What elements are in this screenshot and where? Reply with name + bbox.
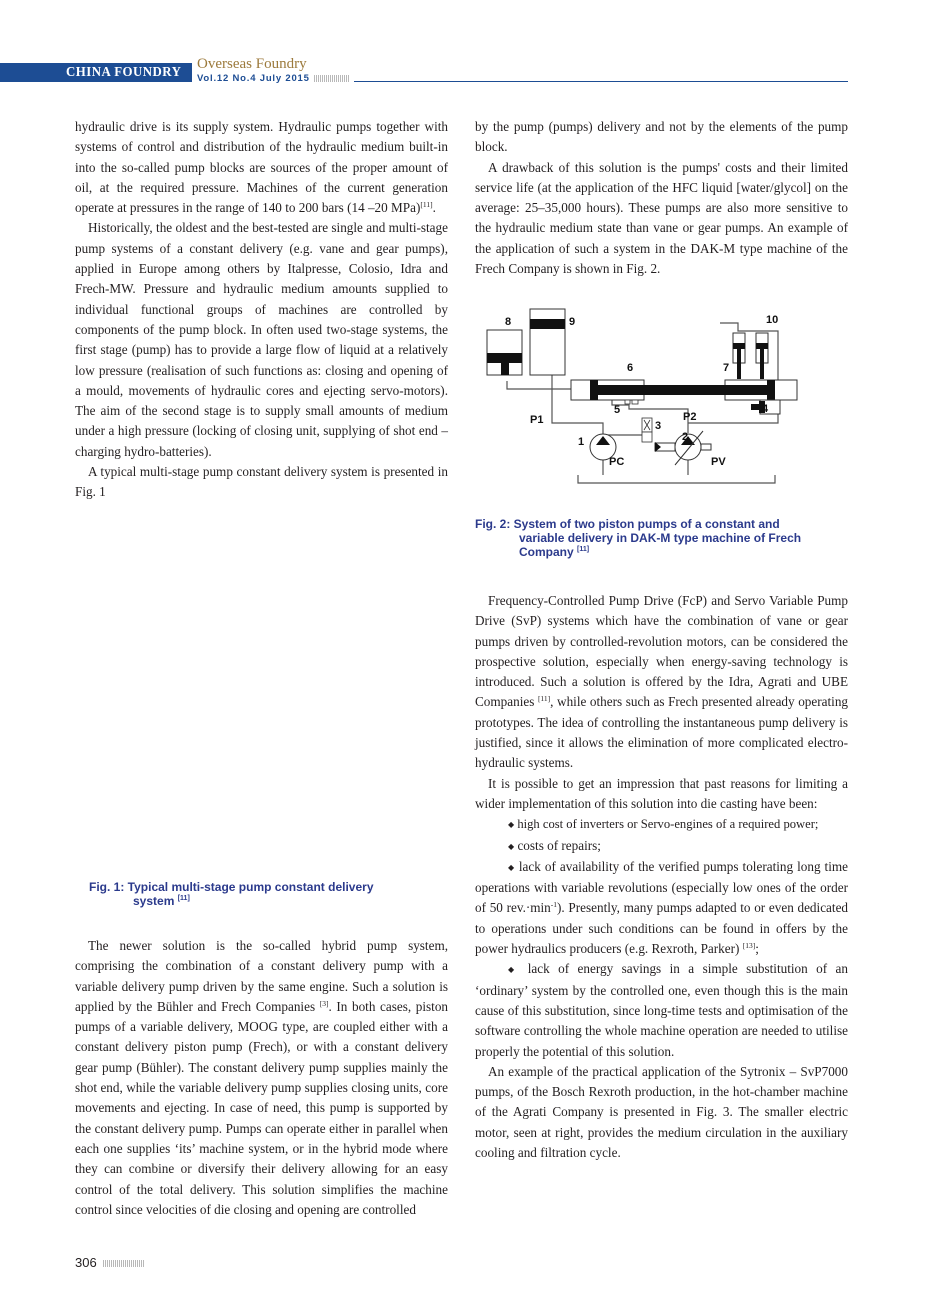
figure-1-caption: Fig. 1: Typical multi-stage pump constant delivery system [11] [89, 880, 374, 908]
diagram-label-1: 1 [578, 436, 585, 448]
diagram-label-7: 7 [723, 362, 730, 374]
bullet-icon: ◆ [508, 841, 515, 851]
bullet-item: ◆ lack of availability of the verified pumps tolerating long time operations with variable revolutions (especially low ones of the order of 50 $rev.\cdot\min^{-1}$). Presently, many pumps adapted to or even dedicated to operations under such conditions can be found in offers by the power hydraulics producers (e.g. Rexroth, Parker) [13]; [475, 858, 849, 957]
footer-tick-decoration [103, 1260, 145, 1267]
paragraph: It is possible to get an impression that past reasons for limiting a wider implementation of this solution into die casting have been: [475, 775, 848, 811]
paragraph: An example of the practical application of the Sytronix – SvP7000 pumps, of the Bosch Rexroth production, in the hot-chamber machine of the Agrati Company is presented in Fig. 3. The smaller electric motor, seen at right, provides the medium circulation in the auxiliary cooling and filtration cycle. [475, 1063, 848, 1161]
diagram-label-pc: PC [609, 456, 625, 468]
issue-info: Vol.12 No.4 July 2015 [197, 73, 310, 84]
diagram-label-3: 3 [655, 420, 662, 432]
paragraph: A drawback of this solution is the pumps' costs and their limited service life (at the application of the HFC liquid [water/glycol] on the average: 25–35,000 hours). These pumps are also more sensitive to the hydraulic medium state than vane or gear pumps. An example of the application of such a system in the DAK-M type machine of the Frech Company is shown in Fig. 2. [475, 159, 848, 277]
diagram-label-4: 4 [762, 403, 769, 415]
figure-2-hydraulic-diagram [475, 305, 855, 495]
citation: [11] [420, 200, 433, 210]
paragraph: hydraulic drive is its supply system. Hydraulic pumps together with systems of control and distribution of the hydraulic medium built-in into the so-called pump blocks are sources of the proper amount of oil, at the required pressure. Machines of the current generation operate at pressures in the range of 140 to 200 bars (14 –20 MPa)[11]. [75, 119, 448, 216]
diagram-label-8: 8 [505, 316, 512, 328]
diagram-label-2: 2 [682, 431, 689, 443]
left-column-lower [75, 936, 448, 1220]
diagram-label-6: 6 [627, 362, 634, 374]
journal-brand: CHINA FOUNDRY [66, 65, 182, 80]
bullet-icon: ◆ [508, 862, 515, 872]
diagram-label-10: 10 [766, 314, 779, 326]
page-number: 306 [75, 1255, 97, 1270]
right-column [475, 117, 848, 279]
right-column-lower [475, 591, 848, 1163]
header-rule [354, 81, 848, 82]
section-title: Overseas Foundry [197, 56, 307, 72]
header-tick-decoration [314, 75, 350, 82]
paragraph: Historically, the oldest and the best-tested are single and multi-stage pump systems of a constant delivery (e.g. vane and gear pumps), applied in Europe among others by Italpresse, Colosio, Idra and Frech-MW. Pressure and hydraulic medium amounts supplied to individual functional groups of machines are controlled by components of the pump block. In often used two-stage systems, the first stage (pump) has to provide a large flow of liquid at a relatively low pressure (realisation of such functions as: closing and opening of a mould, movements of hydraulic cores and ejecting servo-motors). The aim of the second stage is to supply small amounts of medium under a high pressure (locking of closing unit, supplying of shot end – charging hydro-batteries). [75, 220, 448, 459]
paragraph: by the pump (pumps) delivery and not by the elements of the pump block. [475, 119, 848, 155]
diagram-label-p1: P1 [530, 414, 544, 426]
valve-3 [642, 418, 652, 442]
paragraph: The newer solution is the so-called hybrid pump system, comprising the combination of a constant delivery pump with a variable delivery pump driven by the same engine. Such a solution is applied by the Bühler and Frech Companies [3]. In both cases, piston pumps of a variable delivery, MOOG type, are coupled either with a constant delivery piston pump (Frech), or with a constant delivery gear pump (Bühler). The constant delivery pump supplies mainly the shot end, while the variable delivery pump supplies closing units, core movements and ejecting. In case of need, this pump is supported by the constant delivery pump. Pumps can operate either in parallel when each one supplies ‘its’ machine system, or in the hybrid mode where they can combine or diversify their delivery allowing for an easy control of the total delivery. This solution simplifies the machine control since velocities of die closing and opening are controlled [75, 938, 449, 1217]
bullet-icon: ◆ [508, 820, 515, 830]
left-column [75, 117, 448, 503]
accumulator-8 [487, 330, 522, 375]
cylinder-9 [530, 309, 565, 375]
closing-cylinder-7 [675, 380, 797, 400]
citation: [3] [319, 998, 329, 1008]
diagram-label-9: 9 [569, 316, 576, 328]
figure-2-caption: Fig. 2: System of two piston pumps of a constant and variable delivery in DAK-M type machine of Frech Company [11] [475, 517, 802, 559]
bullet-item: ◆ lack of energy savings in a simple substitution of an ‘ordinary’ system by the controlled one, even though this is the main cause of this substitution, since long-time tests and optimisation of the software controlling the whole machine operation are needed to utilise properly the potential of this solution. [475, 961, 849, 1059]
bullet-item: ◆ high cost of inverters or Servo-engines of a required power; [508, 817, 819, 832]
bullet-item: ◆ costs of repairs; [508, 837, 601, 853]
paragraph: Frequency-Controlled Pump Drive (FcP) and Servo Variable Pump Drive (SvP) systems which have the combination of vane or gear pumps driven by controlled-revolution motors, can be considered the prospective solution, especially when energy-saving technology is introduced. Such a solution is offered by the Idra, Agrati and UBE Companies [11], while others such as Frech presented already operating prototypes. The idea of controlling the instantaneous pump delivery is justified, since it allows the elimination of more complicated electro-hydraulic systems. [475, 593, 849, 771]
shot-cylinder-6 [571, 380, 678, 404]
bullet-icon: ◆ [508, 965, 520, 975]
citation: [13] [742, 941, 756, 951]
paragraph: A typical multi-stage pump constant delivery system is presented in Fig. 1 [75, 464, 448, 500]
diagram-label-p2: P2 [683, 411, 697, 423]
citation: [11] [537, 694, 551, 704]
diagram-label-5: 5 [614, 404, 621, 416]
diagram-label-pv: PV [711, 456, 726, 468]
ejector-cylinders-10 [733, 333, 768, 379]
